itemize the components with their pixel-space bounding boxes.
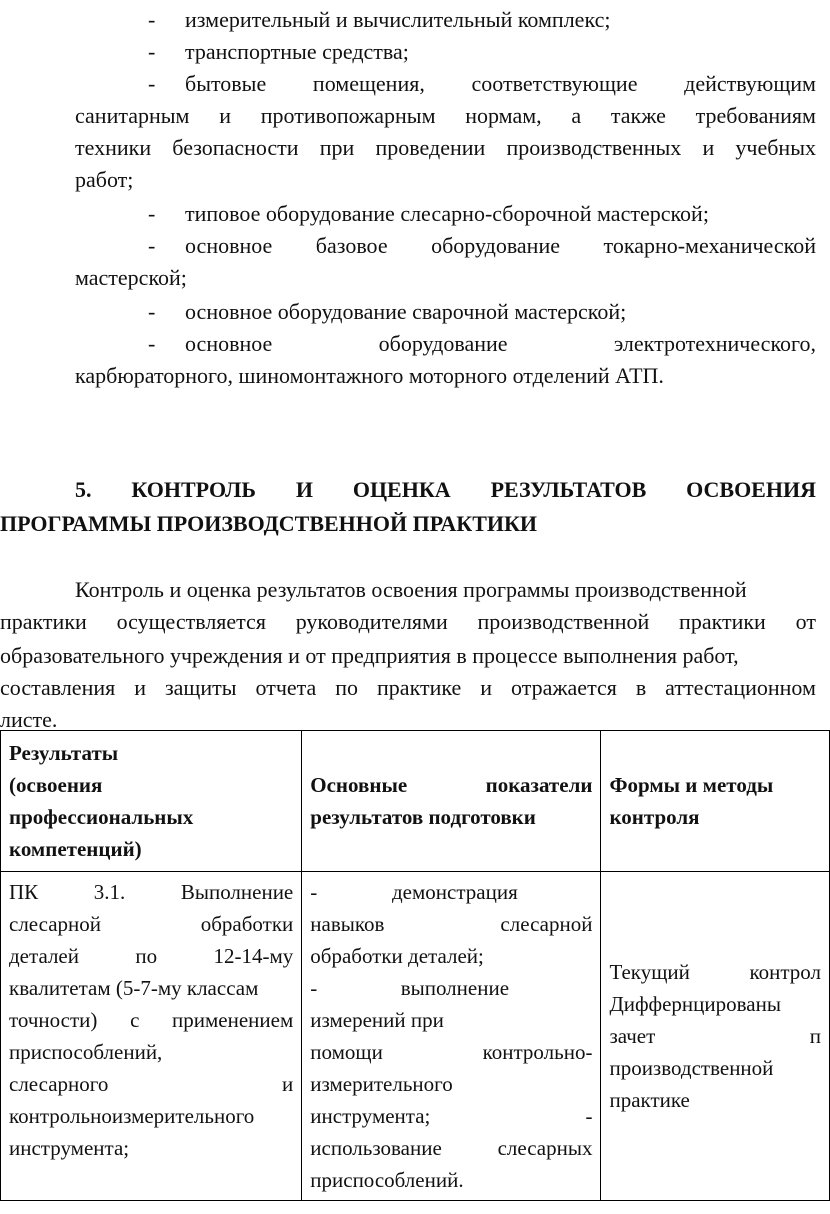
list-word: учебных <box>735 135 816 160</box>
list-word: оборудование <box>431 233 560 258</box>
cell-line <box>9 1004 293 1036</box>
heading-word: И <box>295 477 313 502</box>
list-word: бытовые <box>185 71 267 96</box>
list-dash: - <box>148 331 156 356</box>
section-heading-line-1 <box>75 474 816 506</box>
list-word: токарно-механической <box>603 233 816 258</box>
header-line: профессиональных <box>9 805 194 829</box>
cell-word: слесарного <box>9 1072 109 1096</box>
header-word: Основные <box>310 773 408 797</box>
header-line: Формы и методы <box>609 773 774 797</box>
cell-line <box>609 956 821 988</box>
cell-line <box>9 972 293 1004</box>
header-results <box>1 731 302 872</box>
list-word: также <box>610 103 666 128</box>
cell-word: помощи <box>310 1040 383 1064</box>
cell-word: контрольно- <box>482 1040 593 1064</box>
cell-word: обработки деталей; <box>310 944 484 968</box>
cell-word: измерительного <box>310 1072 453 1096</box>
list-line <box>185 296 626 328</box>
cell-word: точности) <box>9 1008 98 1032</box>
header-word: результатов подготовки <box>310 805 536 829</box>
cell-word: демонстрация <box>391 880 518 904</box>
cell-word: практике <box>609 1088 690 1112</box>
cell-word: инструмента; <box>9 1136 130 1160</box>
header-indicators <box>302 731 601 872</box>
list-word: проведении <box>375 135 486 160</box>
paragraph-word: листе. <box>0 707 58 732</box>
list-word: нормам, <box>465 103 542 128</box>
cell-word: п <box>809 1024 821 1048</box>
list-line <box>75 164 133 196</box>
paragraph-word: производственной <box>477 609 650 634</box>
cell-line <box>9 1036 293 1068</box>
cell-word: - <box>585 1104 593 1128</box>
cell-line <box>310 972 592 1004</box>
cell-word: деталей <box>9 944 79 968</box>
cell-word: инструмента; <box>310 1104 431 1128</box>
paragraph-word: отчета <box>255 675 317 700</box>
cell-word: ПК <box>9 880 39 904</box>
cell-word: по <box>135 944 158 968</box>
heading-word: 5. <box>75 477 92 502</box>
header-line: Результаты <box>9 741 119 765</box>
list-word: транспортные средства; <box>185 39 409 64</box>
paragraph-word: и <box>480 675 493 700</box>
cell-word: приспособлений. <box>310 1168 464 1192</box>
list-word: производственных <box>506 135 682 160</box>
cell-line <box>609 1020 821 1052</box>
cell-line <box>310 876 592 908</box>
cell-word: с <box>130 1008 140 1032</box>
list-line <box>75 132 816 164</box>
list-word: оборудование <box>378 331 508 356</box>
paragraph-line <box>0 672 816 704</box>
list-word: мастерской; <box>75 265 187 290</box>
results-table <box>0 730 830 1201</box>
list-word: при <box>319 135 355 160</box>
paragraph-word: составления <box>0 675 116 700</box>
paragraph-word: практике <box>377 675 462 700</box>
list-word: типовое оборудование слесарно-сборочной мастерской; <box>185 201 709 226</box>
cell-line <box>609 1052 821 1084</box>
paragraph-word: защиты <box>164 675 237 700</box>
cell-word: выполнение <box>400 976 510 1000</box>
header-line: контроля <box>609 805 700 829</box>
list-dash: - <box>148 201 156 226</box>
list-word: требованиям <box>695 103 816 128</box>
heading-word: КОНТРОЛЬ <box>131 477 256 502</box>
cell-line <box>310 1004 592 1036</box>
header-control-forms <box>601 731 830 872</box>
cell-word: - <box>310 976 318 1000</box>
list-word: а <box>571 103 582 128</box>
list-line <box>75 360 664 392</box>
list-word: карбюраторного, шиномонтажного моторного отделений АТП. <box>75 363 664 388</box>
paragraph-word: от <box>795 609 816 634</box>
paragraph-word: аттестационном <box>665 675 816 700</box>
list-word: санитарным <box>75 103 190 128</box>
cell-word: измерений при <box>310 1008 444 1032</box>
paragraph-line <box>75 574 747 606</box>
cell-line <box>609 1084 821 1116</box>
cell-word: Выполнение <box>180 880 294 904</box>
cell-word: обработки <box>200 912 294 936</box>
cell-word: контрольноизмерительного <box>9 1104 255 1128</box>
section-heading-line-2: ПРОГРАММЫ ПРОИЗВОДСТВЕННОЙ ПРАКТИКИ <box>0 511 538 536</box>
list-word: помещения, <box>312 71 425 96</box>
list-line <box>185 328 816 360</box>
cell-word: Диффернцированы <box>609 992 781 1016</box>
cell-word: Текущий <box>609 960 690 984</box>
cell-word: и <box>282 1072 294 1096</box>
heading-word: РЕЗУЛЬТАТОВ <box>490 477 647 502</box>
paragraph-word: образовательного учреждения и от предприятия в процессе выполнения работ, <box>0 643 739 668</box>
list-line <box>185 36 409 68</box>
header-line <box>310 801 592 833</box>
paragraph-line <box>0 606 816 638</box>
paragraph-word: отражается <box>510 675 617 700</box>
cell-word: слесарных <box>497 1136 593 1160</box>
paragraph-word: в <box>635 675 647 700</box>
cell-line <box>310 1164 592 1196</box>
list-line <box>185 230 816 262</box>
list-word: и <box>219 103 231 128</box>
cell-line <box>609 988 821 1020</box>
cell-line <box>310 1100 592 1132</box>
cell-line <box>9 876 293 908</box>
cell-word: использование <box>310 1136 442 1160</box>
list-word: измерительный и вычислительный комплекс; <box>185 7 611 32</box>
paragraph-word: руководителями <box>295 609 448 634</box>
paragraph-word: практики <box>679 609 766 634</box>
header-line <box>310 769 592 801</box>
list-dash: - <box>148 233 156 258</box>
cell-line <box>310 940 592 972</box>
list-word: основное оборудование сварочной мастерской; <box>185 299 627 324</box>
cell-word: 3.1. <box>93 880 126 904</box>
cell-line <box>310 1132 592 1164</box>
cell-word: 12-14-му <box>213 944 294 968</box>
cell-line <box>9 1100 293 1132</box>
list-word: базовое <box>315 233 388 258</box>
list-line <box>75 100 816 132</box>
cell-competence <box>1 872 302 1201</box>
paragraph-word: и <box>134 675 146 700</box>
cell-word: контрол <box>749 960 821 984</box>
cell-line <box>9 1068 293 1100</box>
cell-word: квалитетам (5-7-му классам <box>9 976 259 1000</box>
cell-word: производственной <box>609 1056 774 1080</box>
header-line: компетенций) <box>9 837 142 861</box>
cell-line <box>310 1068 592 1100</box>
cell-line <box>9 908 293 940</box>
cell-word: зачет <box>609 1024 656 1048</box>
cell-word: слесарной <box>9 912 102 936</box>
list-dash: - <box>148 39 156 64</box>
cell-word: приспособлений, <box>9 1040 163 1064</box>
list-word: работ; <box>75 167 134 192</box>
cell-line <box>310 1036 592 1068</box>
cell-indicators <box>302 872 601 1201</box>
cell-word: - <box>310 880 318 904</box>
header-line: (освоения <box>9 773 103 797</box>
cell-word: применением <box>172 1008 294 1032</box>
list-line <box>75 262 187 294</box>
cell-line <box>9 1132 293 1164</box>
paragraph-line <box>0 640 739 672</box>
list-word: соответствующие <box>471 71 638 96</box>
list-line <box>185 4 610 36</box>
list-word: техники <box>75 135 152 160</box>
list-dash: - <box>148 7 156 32</box>
heading-word: ОЦЕНКА <box>352 477 451 502</box>
cell-line <box>310 908 592 940</box>
paragraph-word: Контроль и оценка результатов освоения программы производственной <box>75 577 747 602</box>
cell-control-forms <box>601 872 830 1201</box>
header-word: показатели <box>485 773 593 797</box>
cell-word: слесарной <box>500 912 593 936</box>
paragraph-word: практики <box>0 609 87 634</box>
table-header-row <box>1 731 830 872</box>
heading-word: ОСВОЕНИЯ <box>686 477 816 502</box>
list-line <box>185 68 816 100</box>
list-dash: - <box>148 299 156 324</box>
list-word: действующим <box>684 71 816 96</box>
list-word: и <box>702 135 715 160</box>
list-word: основное <box>185 331 273 356</box>
cell-word: навыков <box>310 912 385 936</box>
table-row <box>1 872 830 1201</box>
list-word: противопожарным <box>260 103 436 128</box>
paragraph-word: по <box>335 675 359 700</box>
list-dash: - <box>148 71 156 96</box>
list-line <box>185 198 709 230</box>
list-word: основное <box>185 233 273 258</box>
list-word: электротехнического, <box>613 331 816 356</box>
cell-line <box>9 940 293 972</box>
paragraph-word: осуществляется <box>116 609 266 634</box>
list-word: безопасности <box>172 135 299 160</box>
